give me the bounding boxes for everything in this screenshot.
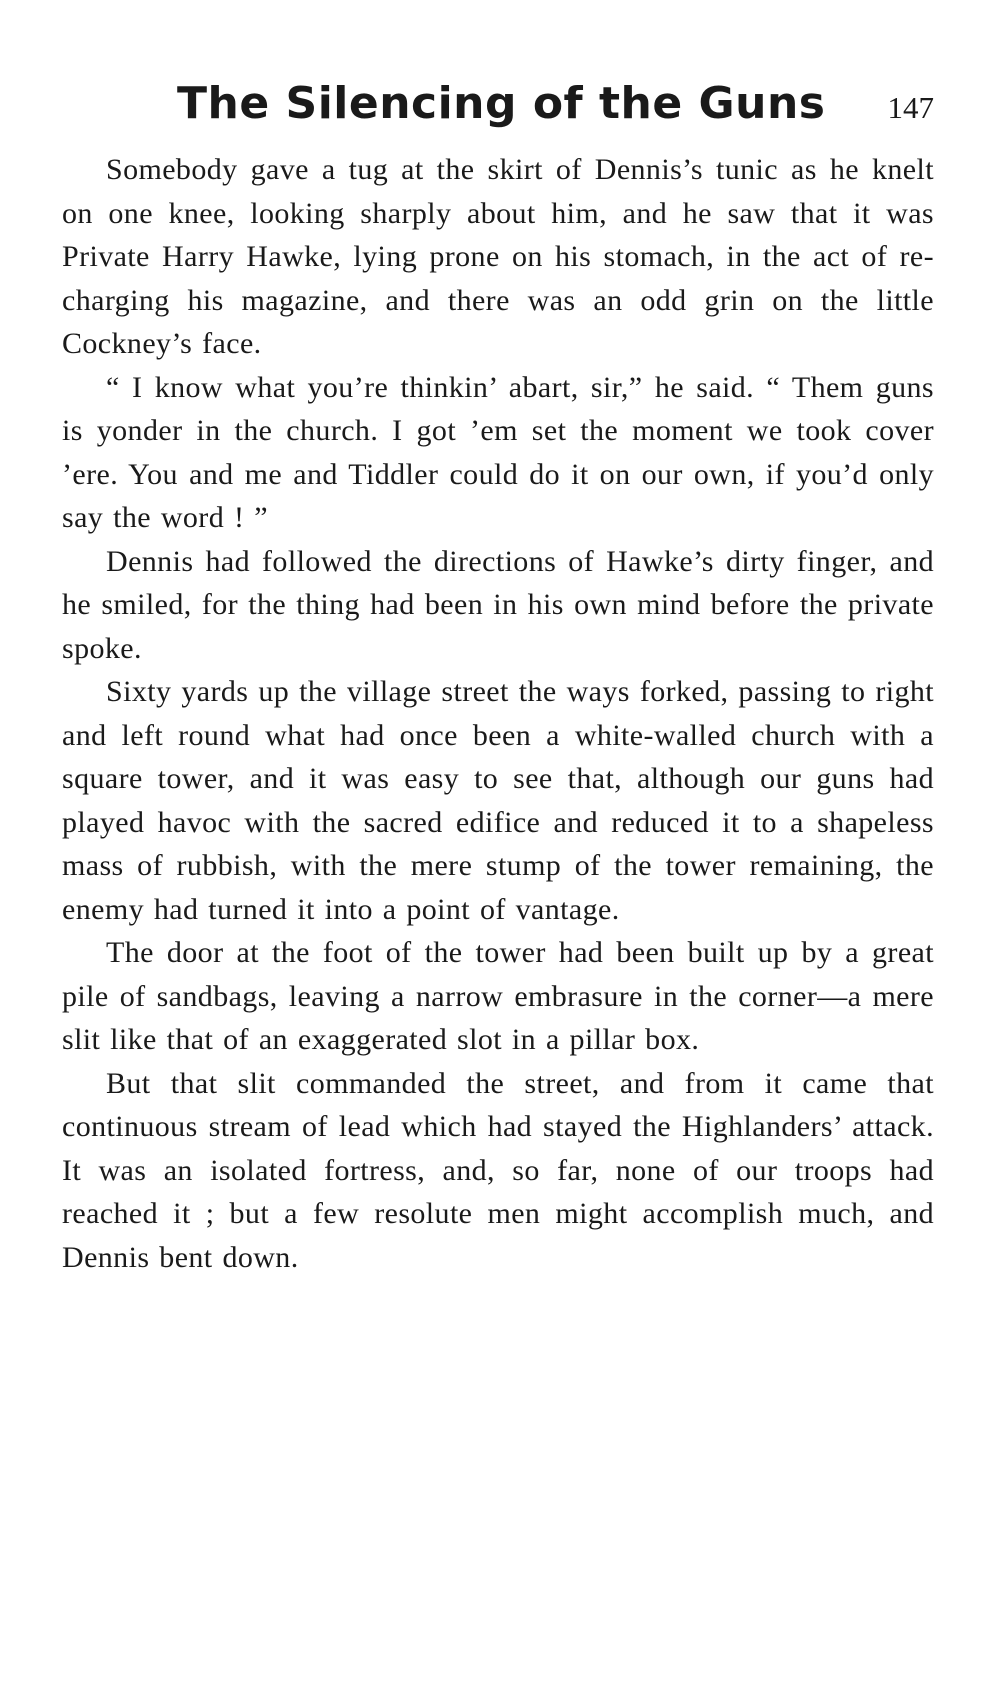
paragraph: But that slit commanded the street, and from it came that continuous stream of lead which had stayed the Highlanders’ attack. It was an isolated fortress, and, so far, none of our troops had reached it ; but a few resolute men might accomplish much, and Dennis bent down. — [62, 1066, 934, 1274]
page-number: 147 — [887, 90, 934, 125]
paragraph: “ I know what you’re thinkin’ abart, sir,” he said. “ Them guns is yonder in the church. I got ’em set the moment we took cover ’ere. You and me and Tiddler could do it on our own, if you’d only say the word ! ” — [62, 370, 934, 534]
running-head — [62, 76, 934, 136]
paragraph: Somebody gave a tug at the skirt of Dennis’s tunic as he knelt on one knee, looking sharply about him, and he saw that it was Private Harry Hawke, lying prone on his stomach, in the act of re-charging his magazine, and there was an odd grin on the little Cockney’s face. — [62, 153, 934, 360]
paragraph: Sixty yards up the village street the ways forked, passing to right and left round what had once been a white-walled church with a square tower, and it was easy to see that, although our guns had played havoc with the sacred edifice and reduced it to a shapeless mass of rubbish, with the mere stump of the tower remaining, the enemy had turned it into a point of vantage. — [62, 675, 934, 926]
chapter-title: The Silencing of the Guns — [177, 78, 826, 129]
paragraph: Dennis had followed the directions of Hawke’s dirty finger, and he smiled, for the thing had been in his own mind before the private spoke. — [62, 544, 934, 665]
paragraph: The door at the foot of the tower had been built up by a great pile of sandbags, leaving a narrow embrasure in the corner—a mere slit like that of an exaggerated slot in a pillar box. — [62, 936, 934, 1056]
body-text — [62, 148, 934, 1279]
